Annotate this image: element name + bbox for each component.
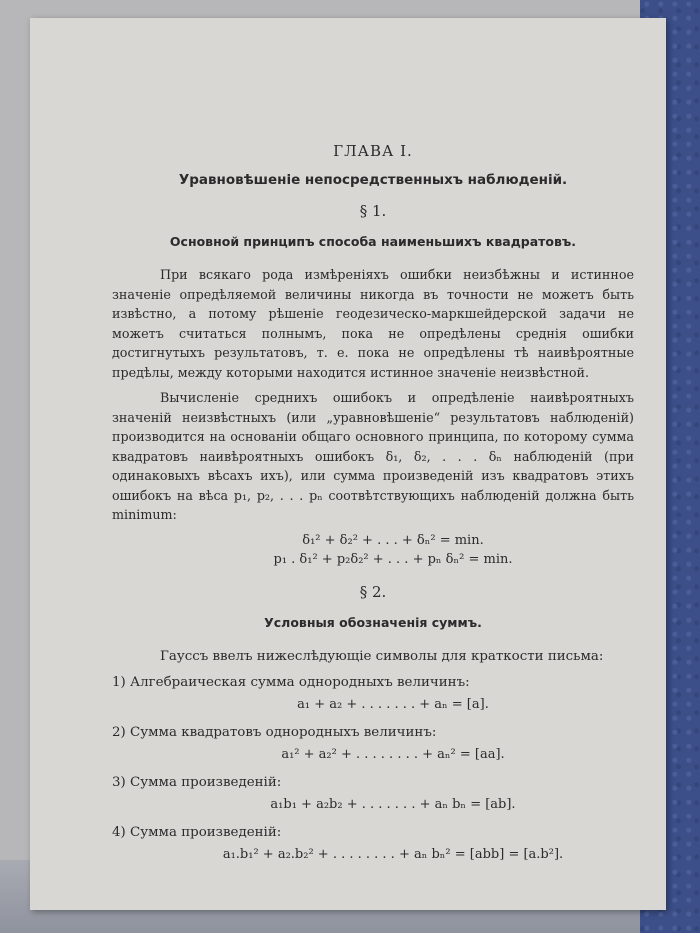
list-item-formula: a₁b₁ + a₂b₂ + . . . . . . . + aₙ bₙ = [ab].: [270, 796, 516, 812]
list-item-formula: a₁.b₁² + a₂.b₂² + . . . . . . . . + aₙ bₙ² = [abb] = [a.b²].: [222, 846, 564, 862]
formula-block: [112, 531, 634, 569]
formula: p₁ . δ₁² + p₂δ₂² + . . . + pₙ δₙ² = min.: [273, 551, 513, 567]
list-item-formula: a₁ + a₂ + . . . . . . . + aₙ = [a].: [297, 696, 489, 712]
list-item-label: 1) Алгебраическая сумма однородныхъ величинъ:: [112, 674, 470, 690]
paragraph: При всякаго рода измѣреніяхъ ошибки неизбѣжны и истинное значеніе опредѣляемой величины никогда въ точности не можетъ быть извѣстно, а потому рѣшеніе геодезическо-маркшейдерской задачи не можетъ считаться полнымъ, пока не опредѣлены среднія ошибки достигнутыхъ результатовъ, т. е. пока не опредѣлены тѣ наивѣроятные предѣлы, между которыми находится истинное значеніе неизвѣстной.: [112, 267, 634, 380]
chapter-title: Уравновѣшеніе непосредственныхъ наблюденій.: [178, 172, 568, 188]
list-item-label: 2) Сумма квадратовъ однородныхъ величинъ:: [112, 724, 437, 740]
section-1-number: § 1.: [359, 202, 387, 220]
paragraph: Вычисленіе среднихъ ошибокъ и опредѣленіе наивѣроятныхъ значеній неизвѣстныхъ (или „уравновѣшеніе“ результатовъ наблюденій) производится на основаніи общаго основного принципа, по которому сумма квадратовъ наивѣроятныхъ ошибокъ δ₁, δ₂, . . . δₙ наблюденій (при одинаковыхъ вѣсахъ ихъ), или сумма произведеній изъ квадратовъ этихъ ошибокъ на вѣса p₁, p₂, . . . pₙ соотвѣтствующихъ наблюденій должна быть minimum:: [112, 390, 634, 522]
page-content: [112, 142, 634, 872]
section-2-title: Условныя обозначенія суммъ.: [264, 614, 482, 630]
book-page: [30, 18, 666, 910]
list-intro: Гауссъ ввелъ нижеслѣдующіе символы для краткости письма:: [160, 648, 604, 664]
chapter-heading: ГЛАВА I.: [333, 142, 413, 160]
list-item-label: 4) Сумма произведеній:: [112, 824, 282, 840]
list-item-formula: a₁² + a₂² + . . . . . . . . + aₙ² = [aa].: [281, 746, 505, 762]
section-1-title: Основной принципъ способа наименьшихъ квадратовъ.: [169, 234, 577, 249]
formula: δ₁² + δ₂² + . . . + δₙ² = min.: [302, 532, 484, 548]
list-item-label: 3) Сумма произведеній:: [112, 774, 282, 790]
section-2-number: § 2.: [359, 582, 387, 601]
